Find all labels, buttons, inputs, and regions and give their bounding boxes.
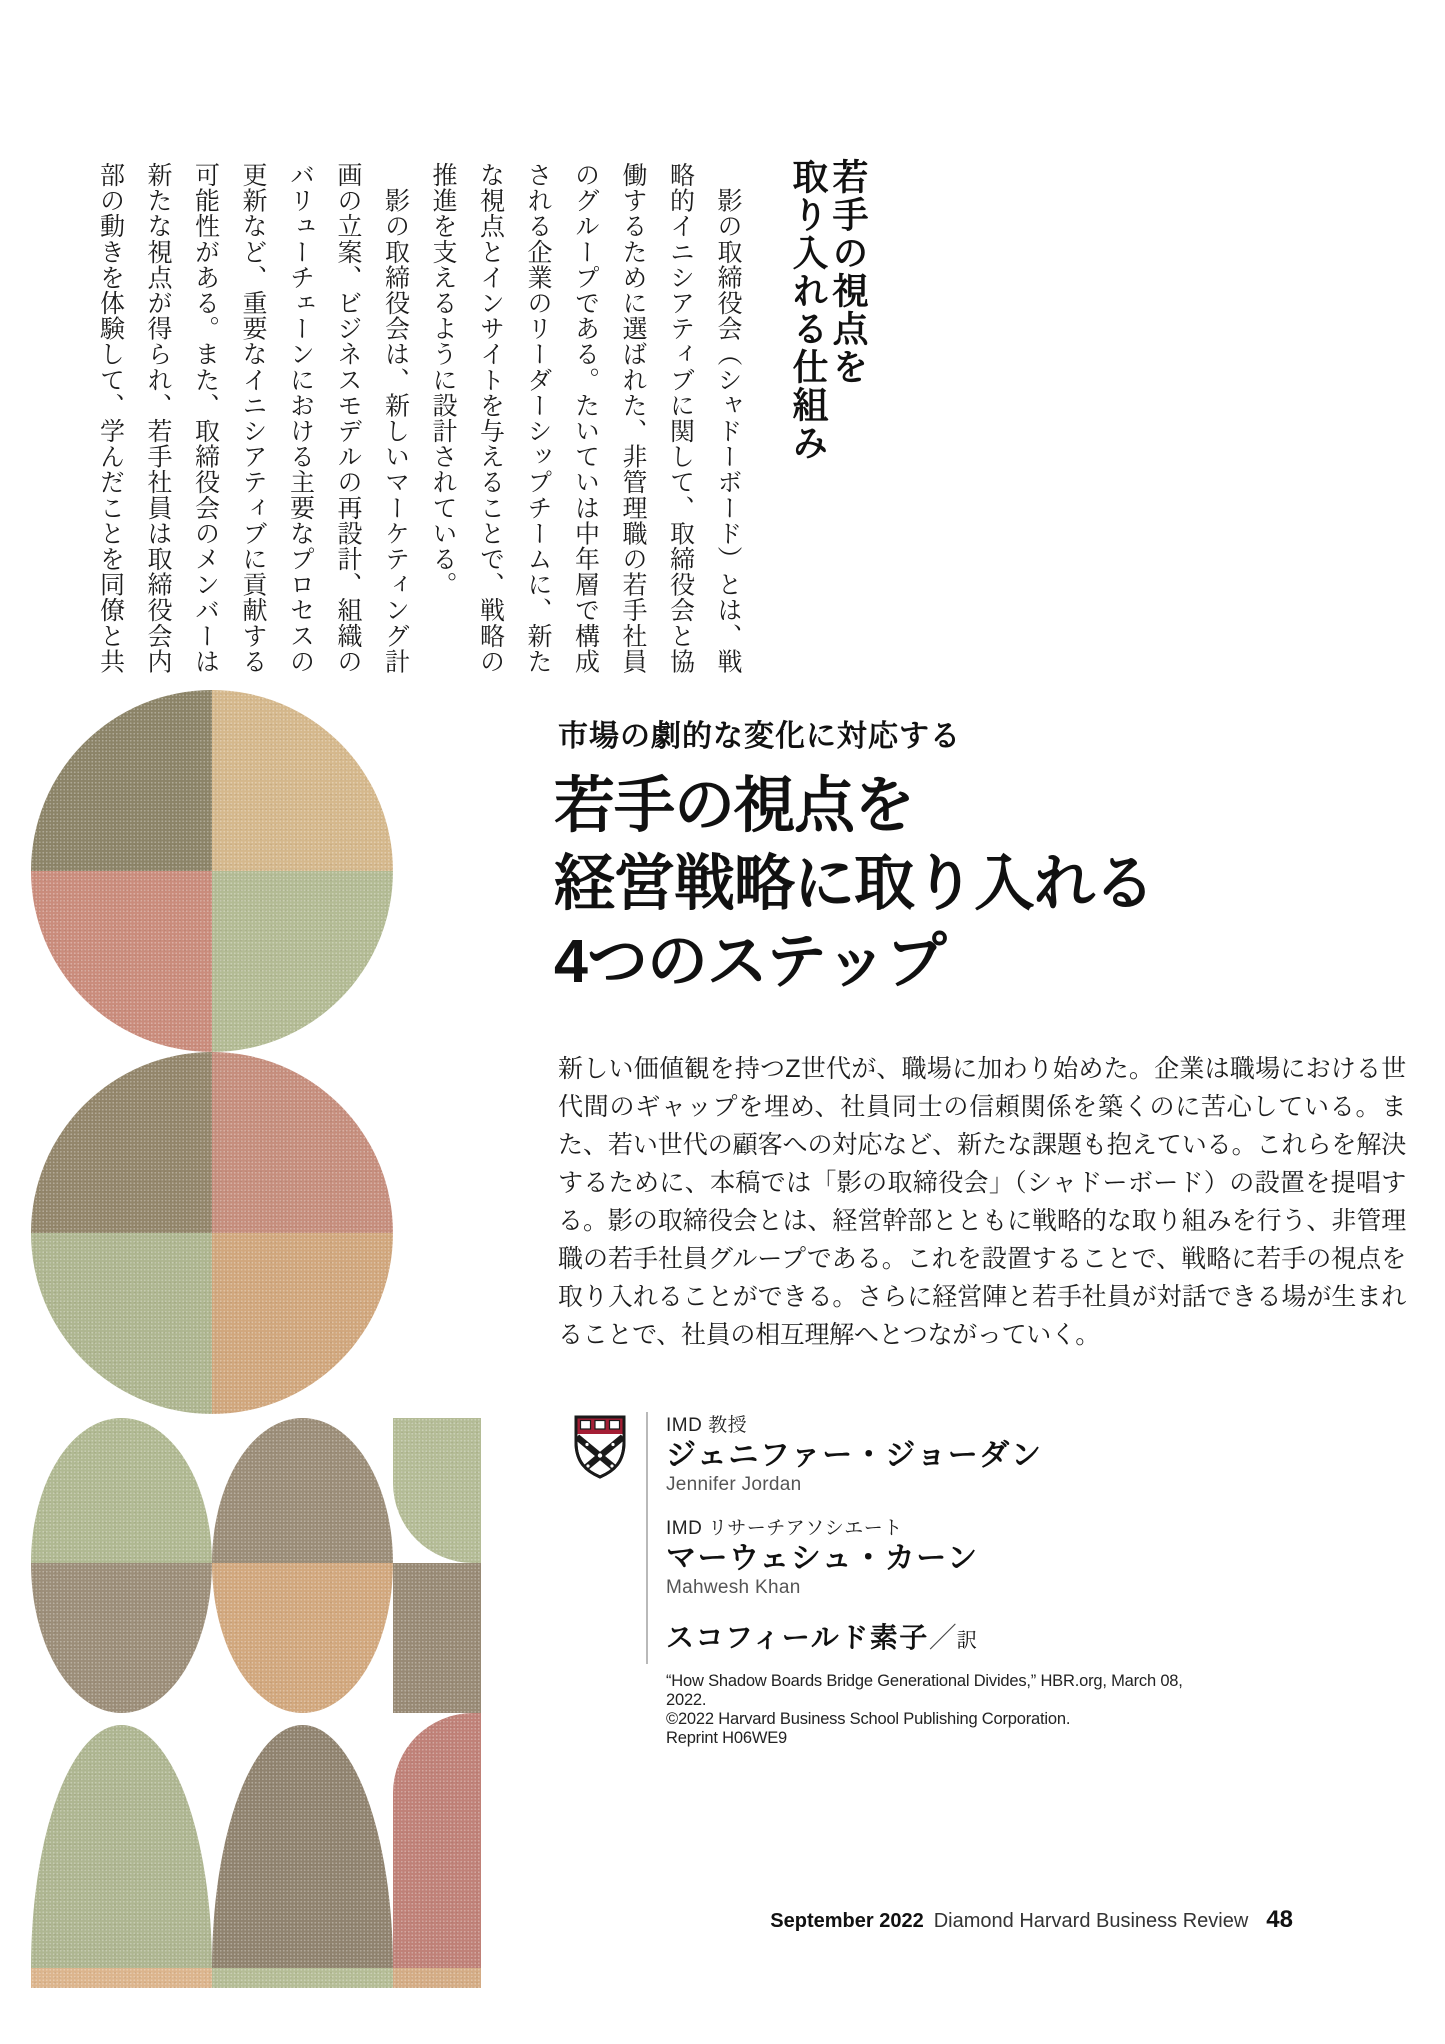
- author2-affiliation: IMD リサーチアソシエート: [666, 1518, 903, 1539]
- collage-shape-quarter-tl: [31, 690, 212, 871]
- article-title-line3: 4つのステップ: [554, 927, 946, 995]
- citation-copyright: ©2022 Harvard Business School Publishing Corporation.: [666, 1710, 1071, 1728]
- collage-shape-rect: [393, 1563, 481, 1713]
- kicker: 市場の劇的な変化に対応する: [558, 720, 961, 753]
- translator-line: [666, 1616, 1226, 1656]
- intro-vertical-text: [83, 162, 751, 676]
- author1-name: ジェニファー・ジョーダン: [666, 1439, 1043, 1472]
- collage-shape-dome-inv: [31, 1563, 212, 1713]
- collage-shape-dome: [31, 1418, 212, 1563]
- author-divider: [646, 1412, 648, 1664]
- section-heading-line1: 若手の視点を: [828, 158, 869, 386]
- collage-shape-quarter-tl: [31, 1052, 212, 1233]
- footer-magazine-name: Diamond Harvard Business Review: [933, 1910, 1249, 1932]
- page-footer: [0, 1906, 1293, 1934]
- collage-shape-quarter-tr: [212, 690, 393, 871]
- collage-shape-quarter-br: [212, 1233, 393, 1414]
- citation-source: “How Shadow Boards Bridge Generational Divides,” HBR.org, March 08, 2022.: [666, 1672, 1183, 1709]
- collage-shape-rect-bl: [393, 1418, 481, 1563]
- translator-name: スコフィールド素子: [666, 1622, 929, 1653]
- collage-shape-quarter-bl: [31, 871, 212, 1052]
- author1-romanized: Jennifer Jordan: [666, 1474, 802, 1495]
- article-title-line2: 経営戦略に取り入れる: [554, 849, 1155, 917]
- author1-affiliation: IMD 教授: [666, 1415, 748, 1436]
- collage-shape-dome: [212, 1418, 393, 1563]
- collage-shape-dome-inv: [212, 1563, 393, 1713]
- intro-paragraph-2: 影の取締役会は、新しいマーケティング計画の立案、ビジネスモデルの再設計、組織のバリューチェーンにおける主要なプロセスの更新など、重要なイニシアティブに貢献する可能性がある。また、取締役会のメンバーは新たな視点が得られ、若手社員は取締役会内部の動きを体験して、学んだことを同僚と共: [96, 162, 409, 674]
- lead-paragraph: 新しい価値観を持つZ世代が、職場に加わり始めた。企業は職場における世代間のギャップを埋め、社員同士の信頼関係を築くのに苦心している。また、若い世代の顧客への対応など、新たな課題も抱えている。これらを解決するために、本稿では「影の取締役会」（シャドーボード）の設置を提唱する。影の取締役会とは、経営幹部とともに戦略的な取り組みを行う、非管理職の若手社員グループである。これを設置することで、戦略に若手の視点を取り入れることができる。さらに経営陣と若手社員が対話できる場が生まれることで、社員の相互理解へとつながっていく。: [558, 1055, 1406, 1349]
- citation: [666, 1672, 1226, 1748]
- collage-shape-quarter-tr: [212, 1052, 393, 1233]
- section-heading-vertical: [788, 158, 868, 462]
- collage-shape-rect: [31, 1968, 212, 1988]
- collage-shape-rect: [212, 1968, 393, 1988]
- harvard-crest-icon: [573, 1414, 627, 1485]
- translator-role: 訳: [956, 1630, 977, 1652]
- footer-issue-date: September 2022: [770, 1910, 924, 1932]
- article-title: [554, 766, 1154, 1000]
- article-title-line1: 若手の視点を: [554, 771, 915, 839]
- translator-separator: ／: [928, 1622, 957, 1653]
- author2-name: マーウェシュ・カーン: [666, 1542, 979, 1575]
- footer-page-number: 48: [1266, 1906, 1293, 1933]
- collage-shape-rect: [393, 1968, 481, 1988]
- author-block: [666, 1410, 1226, 1748]
- section-heading-line2: 取り入れる仕組み: [788, 158, 829, 462]
- collage-shape-quarter-br: [212, 871, 393, 1052]
- author2-romanized: Mahwesh Khan: [666, 1577, 801, 1598]
- collage-shape-quarter-bl: [31, 1233, 212, 1414]
- intro-paragraph-1: 影の取締役会（シャドーボード）とは、戦略的イニシアティブに関して、取締役会と協働するために選ばれた、非管理職の若手社員のグループである。たいていは中年層で構成される企業のリーダーシップチームに、新たな視点とインサイトを与えることで、戦略の推進を支えるように設計されている。: [429, 162, 741, 674]
- citation-reprint: Reprint H06WE9: [666, 1729, 787, 1747]
